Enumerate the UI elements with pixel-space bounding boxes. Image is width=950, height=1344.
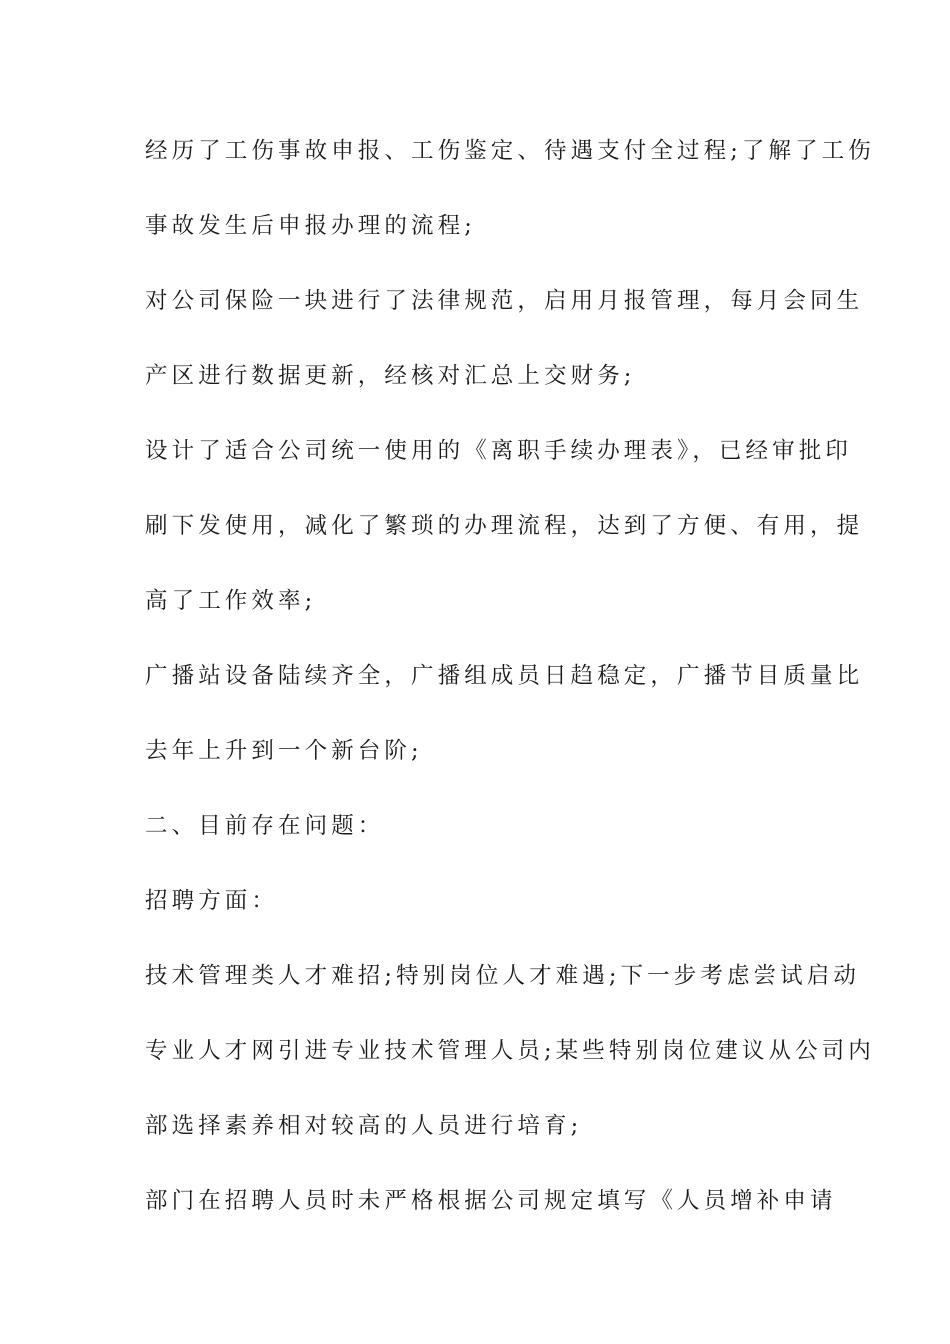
text-line: 部门在招聘人员时未严格根据公司规定填写《人员增补申请 <box>145 1188 837 1214</box>
text-line: 对公司保险一块进行了法律规范，启用月报管理，每月会同生 <box>145 288 864 314</box>
text-line: 部选择素养相对较高的人员进行培育; <box>145 1113 583 1139</box>
text-line: 设计了适合公司统一使用的《离职手续办理表》，已经审批印 <box>145 438 852 464</box>
text-line: 经历了工伤事故申报、工伤鉴定、待遇支付全过程;了解了工伤 <box>145 138 875 164</box>
text-line: 去年上升到一个新台阶; <box>145 738 423 764</box>
text-line: 刷下发使用，减化了繁琐的办理流程，达到了方便、有用，提 <box>145 513 864 539</box>
section-heading: 二、目前存在问题： <box>145 813 385 839</box>
text-line: 专业人才网引进专业技术管理人员;某些特别岗位建议从公司内 <box>145 1038 875 1064</box>
text-line: 事故发生后申报办理的流程; <box>145 213 476 239</box>
text-line: 高了工作效率; <box>145 588 317 614</box>
text-line: 技术管理类人才难招;特别岗位人才难遇;下一步考虑尝试启动 <box>145 963 860 989</box>
text-line: 广播站设备陆续齐全，广播组成员日趋稳定，广播节目质量比 <box>145 663 864 689</box>
subsection-heading: 招聘方面： <box>145 888 279 914</box>
text-line: 产区进行数据更新，经核对汇总上交财务; <box>145 363 636 389</box>
